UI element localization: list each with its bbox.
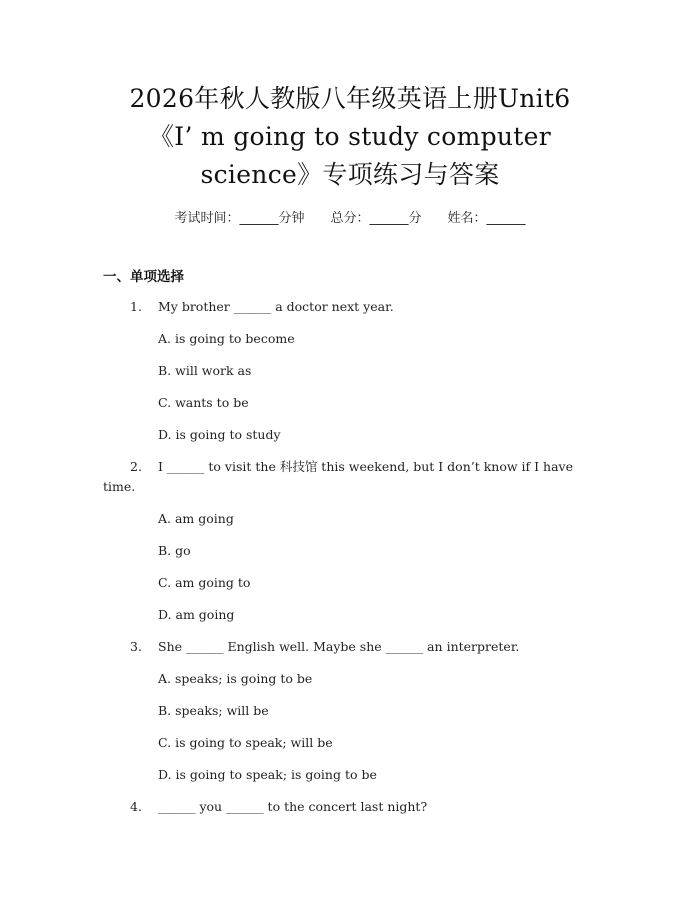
exam-name: 姓名：______ (447, 211, 526, 226)
document-title-line-3: science》专项练习与答案 (200, 160, 500, 189)
option-2b: B. go (158, 543, 191, 558)
question-4 (103, 797, 600, 817)
option-1b: B. will work as (158, 363, 252, 378)
question-number: 2. (130, 459, 142, 474)
document-title-line-1: 2026年秋人教版八年级英语上册Unit6 (129, 84, 571, 113)
option-3a: A. speaks; is going to be (158, 671, 313, 686)
question-3 (103, 637, 600, 657)
option-2d: D. am going (158, 607, 235, 622)
exam-meta (0, 207, 700, 226)
option-1a: A. is going to become (158, 331, 295, 346)
option-1c: C. wants to be (158, 395, 249, 410)
question-text: I ______ to visit the 科技馆 this weekend, but I don’t know if I have time. (103, 459, 574, 494)
section-heading: 一、单项选择 (103, 269, 184, 285)
option-2c: C. am going to (158, 575, 251, 590)
document-title-line-2: 《I’ m going to study computer (149, 122, 551, 151)
option-3b: B. speaks; will be (158, 703, 269, 718)
option-1d: D. is going to study (158, 427, 281, 442)
question-text: She ______ English well. Maybe she ______ an interpreter. (158, 639, 520, 654)
exam-time: 考试时间：______分钟 (174, 211, 305, 226)
question-text: ______ you ______ to the concert last night? (158, 799, 428, 814)
question-2 (103, 457, 600, 497)
question-number: 3. (130, 639, 142, 654)
option-3d: D. is going to speak; is going to be (158, 767, 377, 782)
question-number: 1. (130, 299, 142, 314)
question-1 (103, 297, 600, 317)
question-number: 4. (130, 799, 142, 814)
question-text: My brother ______ a doctor next year. (158, 299, 394, 314)
exam-score: 总分：______分 (330, 211, 422, 226)
option-2a: A. am going (158, 511, 234, 526)
option-3c: C. is going to speak; will be (158, 735, 333, 750)
